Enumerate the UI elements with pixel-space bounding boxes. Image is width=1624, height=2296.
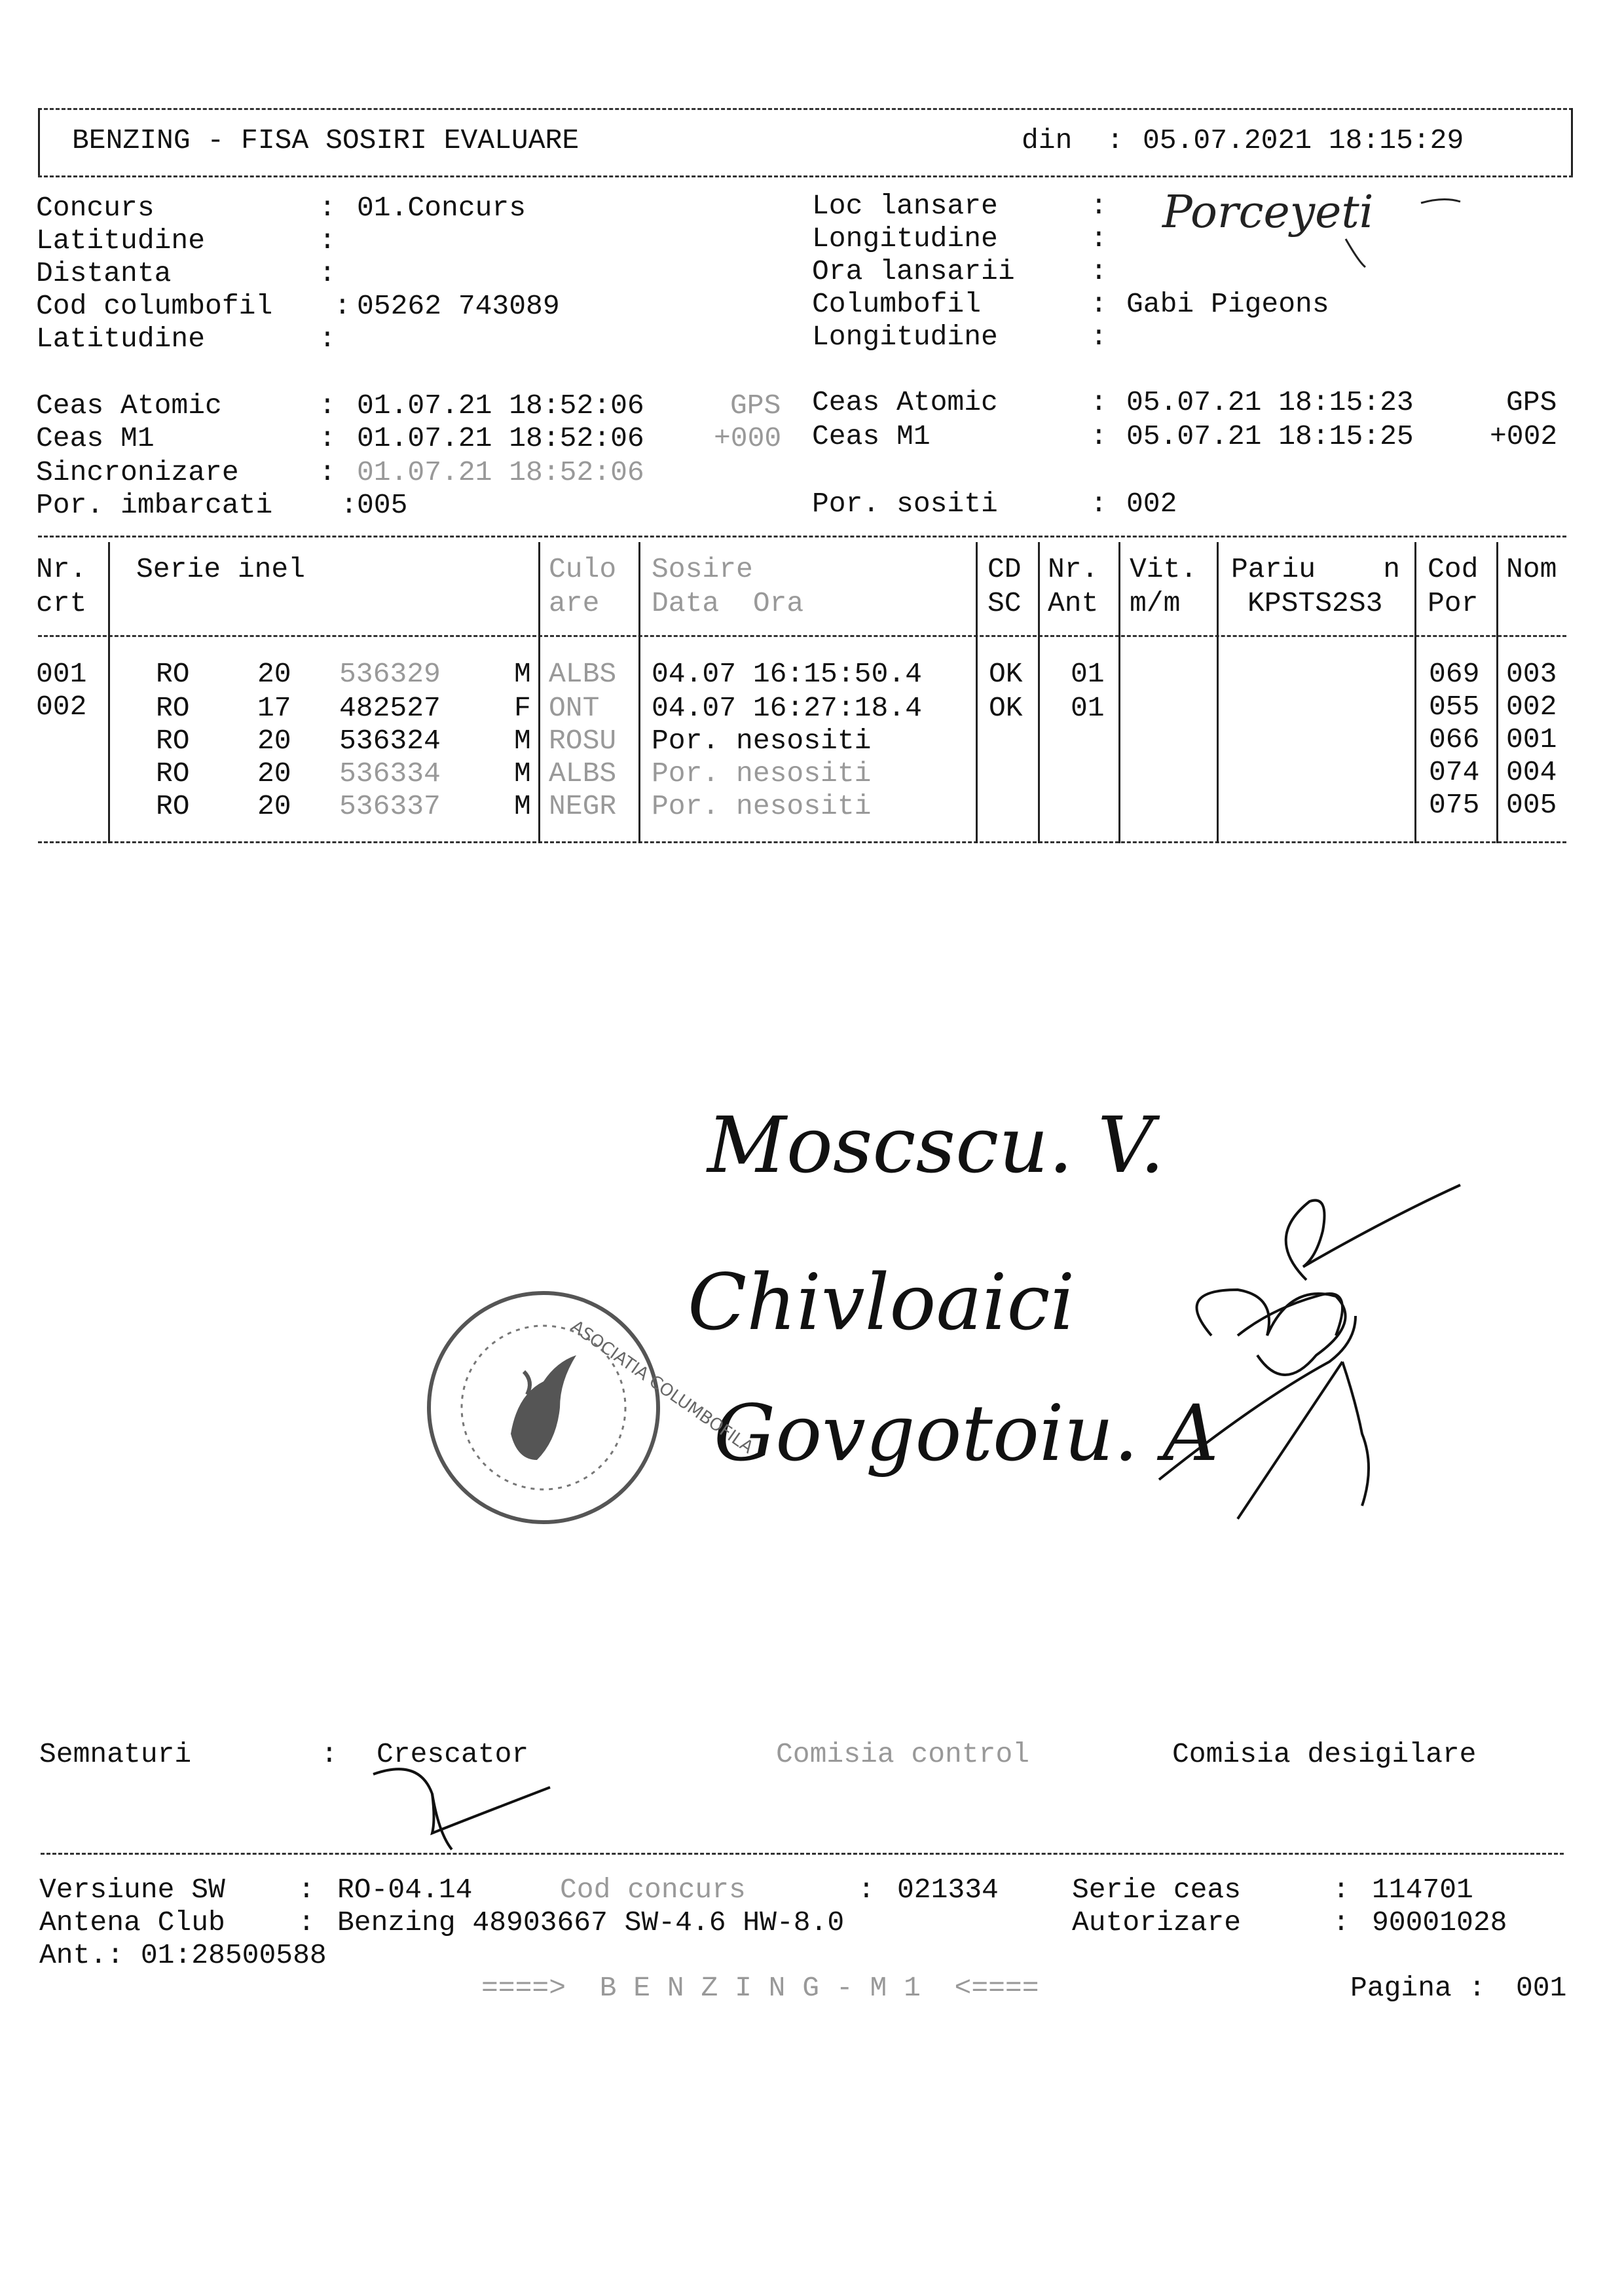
serie-ceas-label: Serie ceas <box>1072 1874 1242 1906</box>
col-divider <box>638 542 640 843</box>
cell-nom: 004 <box>1506 756 1557 788</box>
table-header-rule <box>38 635 1566 637</box>
clock-label: Por. sositi <box>812 488 998 520</box>
cell-color: ALBS <box>549 757 617 790</box>
clock-value: 05.07.21 18:15:23 <box>1126 386 1414 418</box>
info-label: Loc lansare <box>812 190 998 222</box>
cell-nr: 001 <box>36 658 87 690</box>
cell-arrival: Por. nesositi <box>652 790 872 822</box>
clock-suffix: +002 <box>1490 420 1558 452</box>
signature-comisia-control: Comisia control <box>776 1738 1030 1770</box>
cell-arrival: 04.07 16:15:50.4 <box>652 658 922 690</box>
cell-year: 20 <box>257 725 291 757</box>
clock-label: Ceas M1 <box>812 420 931 452</box>
stamp-text: ASOCIATIA COLUMBOFILA <box>566 1317 757 1458</box>
cell-cod: 069 <box>1429 658 1480 690</box>
table-top-rule <box>38 536 1566 538</box>
antena-label: Antena Club <box>39 1906 225 1939</box>
info-value: 05262 743089 <box>357 290 560 322</box>
cell-ring: 536334 <box>339 757 441 790</box>
header-nom: Nom <box>1506 553 1557 585</box>
header-culoare: are <box>549 587 600 619</box>
clock-label: Ceas Atomic <box>36 390 222 422</box>
handwritten-name: Govgotoiu. A <box>714 1388 1219 1478</box>
clock-label: Por. imbarcati <box>36 489 273 521</box>
header-sosire: Data Ora <box>652 587 804 619</box>
serie-ceas-value: 114701 <box>1372 1874 1473 1906</box>
autorizare-label: Autorizare <box>1072 1906 1242 1939</box>
crescator-signature-icon <box>367 1761 576 1859</box>
cell-country: RO <box>156 790 190 822</box>
col-divider <box>1038 542 1040 843</box>
cell-nom: 005 <box>1506 789 1557 821</box>
cell-cdsc: OK <box>989 658 1023 690</box>
signature-crescator: Crescator <box>377 1738 529 1770</box>
cod-concurs-label: Cod concurs <box>560 1874 746 1906</box>
cell-sex: M <box>514 757 531 790</box>
cell-cod: 075 <box>1429 789 1480 821</box>
date-label: din <box>1022 124 1073 156</box>
col-divider <box>1414 542 1416 843</box>
clock-value: 01.07.21 18:52:06 <box>357 390 644 422</box>
header-sosire: Sosire <box>652 553 753 585</box>
versiune-label: Versiune SW <box>39 1874 225 1906</box>
cell-year: 20 <box>257 757 291 790</box>
header-vit: m/m <box>1130 587 1181 619</box>
clock-suffix: +000 <box>714 422 782 454</box>
header-culoare: Culo <box>549 553 617 585</box>
clock-value: 01.07.21 18:52:06 <box>357 422 644 454</box>
clock-value: 05.07.21 18:15:25 <box>1126 420 1414 452</box>
handwritten-name: Chivloaici <box>688 1257 1075 1347</box>
col-divider <box>1217 542 1219 843</box>
header-serie: Serie inel <box>136 553 306 585</box>
cell-color: NEGR <box>549 790 617 822</box>
header-cod: Cod <box>1428 553 1479 585</box>
clock-value: 002 <box>1126 488 1177 520</box>
col-divider <box>1496 542 1498 843</box>
cell-color: ROSU <box>549 725 617 757</box>
table-bottom-rule <box>38 841 1566 843</box>
header-cd: SC <box>987 587 1022 619</box>
date-value: 05.07.2021 18:15:29 <box>1143 124 1464 156</box>
header-left-border <box>38 108 40 177</box>
cell-nom: 003 <box>1506 658 1557 690</box>
clock-label: Sincronizare <box>36 456 239 488</box>
page-number: 001 <box>1516 1972 1567 2004</box>
info-label: Columbofil <box>812 288 982 320</box>
clock-suffix: GPS <box>730 390 781 422</box>
header-pariu: Pariu n <box>1231 553 1401 585</box>
cell-country: RO <box>156 658 190 690</box>
columbofil-name: Gabi Pigeons <box>1126 288 1329 320</box>
info-label: Distanta <box>36 257 172 289</box>
col-divider <box>538 542 540 843</box>
cell-arrival: Por. nesositi <box>652 725 872 757</box>
signatures-label: Semnaturi <box>39 1738 192 1770</box>
cell-nom: 001 <box>1506 723 1557 756</box>
info-label: Latitudine <box>36 225 206 257</box>
cell-arrival: 04.07 16:27:18.4 <box>652 692 922 724</box>
col-divider <box>108 542 110 843</box>
document-title: BENZING - FISA SOSIRI EVALUARE <box>72 124 580 156</box>
cell-ant: 01 <box>1071 692 1105 724</box>
cell-cod: 055 <box>1429 691 1480 723</box>
col-divider <box>976 542 978 843</box>
info-value: 01.Concurs <box>357 192 526 224</box>
header-top-border <box>38 108 1573 110</box>
cell-cod: 074 <box>1429 756 1480 788</box>
cell-color: ONT <box>549 692 600 724</box>
cell-country: RO <box>156 757 190 790</box>
header-vit: Vit. <box>1130 553 1198 585</box>
signature-comisia-desigilare: Comisia desigilare <box>1172 1738 1477 1770</box>
cell-sex: M <box>514 658 531 690</box>
handwritten-name: Moscscu. V. <box>707 1100 1165 1190</box>
cell-ant: 01 <box>1071 658 1105 690</box>
association-stamp-icon <box>419 1283 757 1532</box>
cell-ring: 536329 <box>339 658 441 690</box>
header-right-border <box>1571 108 1573 177</box>
info-label: Longitudine <box>812 321 998 353</box>
cod-concurs-value: 021334 <box>897 1874 999 1906</box>
brand-line: ====> B E N Z I N G - M 1 <==== <box>481 1972 1039 2004</box>
info-label: Cod columbofil <box>36 290 273 322</box>
cell-nr: 002 <box>36 691 87 723</box>
cell-cdsc: OK <box>989 692 1023 724</box>
info-label: Ora lansarii <box>812 255 1015 287</box>
cell-sex: M <box>514 725 531 757</box>
cell-nom: 002 <box>1506 691 1557 723</box>
clock-value: 01.07.21 18:52:06 <box>357 456 644 488</box>
col-divider <box>1118 542 1120 843</box>
cell-country: RO <box>156 692 190 724</box>
antena-value: Benzing 48903667 SW-4.6 HW-8.0 <box>337 1906 845 1939</box>
cell-ring: 536324 <box>339 725 441 757</box>
header-bottom-border <box>38 175 1573 177</box>
cell-sex: F <box>514 692 531 724</box>
cell-arrival: Por. nesositi <box>652 757 872 790</box>
cell-sex: M <box>514 790 531 822</box>
header-pariu: KPSTS2S3 <box>1247 587 1383 619</box>
clock-value: 005 <box>357 489 408 521</box>
cell-ring: 536337 <box>339 790 441 822</box>
header-nrant: Nr. <box>1048 553 1099 585</box>
info-label: Longitudine <box>812 223 998 255</box>
clock-label: Ceas M1 <box>36 422 155 454</box>
info-label: Concurs <box>36 192 155 224</box>
cell-year: 20 <box>257 790 291 822</box>
info-label: Latitudine <box>36 323 206 355</box>
cell-color: ALBS <box>549 658 617 690</box>
cell-ring: 482527 <box>339 692 441 724</box>
location-scribble-icon <box>1162 190 1477 275</box>
versiune-value: RO-04.14 <box>337 1874 473 1906</box>
clock-label: Ceas Atomic <box>812 386 998 418</box>
autorizare-value: 90001028 <box>1372 1906 1507 1939</box>
footer-rule <box>41 1853 1564 1855</box>
signature-scribble-icon <box>1159 1139 1506 1558</box>
clock-suffix: GPS <box>1506 386 1557 418</box>
cell-year: 20 <box>257 658 291 690</box>
cell-cod: 066 <box>1429 723 1480 756</box>
cell-country: RO <box>156 725 190 757</box>
header-nr: Nr. <box>36 553 87 585</box>
header-nrant: Ant <box>1048 587 1099 619</box>
cell-year: 17 <box>257 692 291 724</box>
page-label: Pagina : <box>1350 1972 1486 2004</box>
handwritten-location: Porceyeti <box>1162 187 1374 238</box>
ant-line: Ant.: 01:28500588 <box>39 1939 327 1971</box>
header-nr: crt <box>36 587 87 619</box>
header-cd: CD <box>987 553 1022 585</box>
header-cod: Por <box>1428 587 1479 619</box>
